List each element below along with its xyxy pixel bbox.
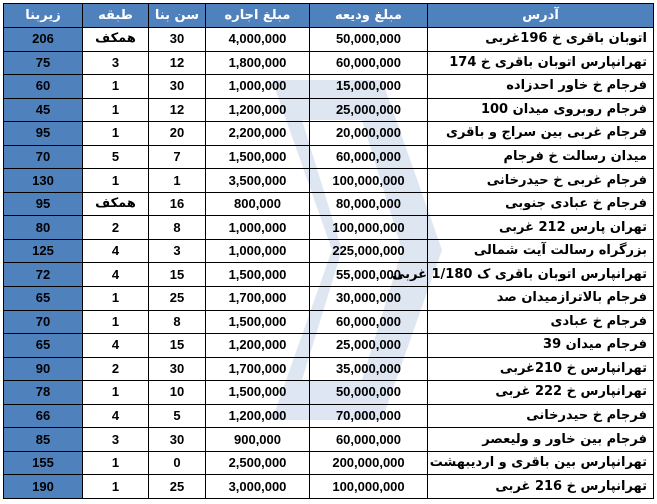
- cell-address: تهرانپارس خ 222 غربی: [428, 381, 654, 405]
- cell-address: فرجام خ خاور احدزاده: [428, 75, 654, 99]
- table-row: [4, 310, 654, 334]
- cell-area: 95: [4, 122, 83, 146]
- table-row: [4, 216, 654, 240]
- cell-building-age: 25: [149, 475, 206, 499]
- cell-area: 90: [4, 357, 83, 381]
- cell-deposit: 20,000,000: [310, 122, 428, 146]
- cell-building-age: 25: [149, 287, 206, 311]
- cell-building-age: 1: [149, 169, 206, 193]
- table-row: [4, 239, 654, 263]
- cell-floor: 2: [83, 357, 149, 381]
- table-row: [4, 51, 654, 75]
- cell-address: تهرانپارس خ 216 غربی: [428, 475, 654, 499]
- cell-rent: 1,200,000: [206, 334, 310, 358]
- cell-rent: 2,500,000: [206, 451, 310, 475]
- table-row: [4, 122, 654, 146]
- cell-area: 65: [4, 334, 83, 358]
- cell-deposit: 25,000,000: [310, 334, 428, 358]
- cell-building-age: 15: [149, 334, 206, 358]
- header-area: زیربنا: [4, 4, 83, 28]
- cell-address: فرجام میدان 39: [428, 334, 654, 358]
- cell-building-age: 3: [149, 239, 206, 263]
- cell-building-age: 10: [149, 381, 206, 405]
- cell-address: تهران پارس 212 غربی: [428, 216, 654, 240]
- cell-rent: 1,000,000: [206, 75, 310, 99]
- header-floor: طبقه: [83, 4, 149, 28]
- cell-address: فرجام روبروی میدان 100: [428, 98, 654, 122]
- table-row: [4, 263, 654, 287]
- cell-building-age: 8: [149, 310, 206, 334]
- cell-building-age: 12: [149, 98, 206, 122]
- cell-rent: 1,700,000: [206, 287, 310, 311]
- cell-floor: 1: [83, 381, 149, 405]
- cell-floor: 1: [83, 451, 149, 475]
- cell-address: تهرانپارس اتوبان باقری ک 1/180 غربی: [428, 263, 654, 287]
- cell-building-age: 30: [149, 75, 206, 99]
- cell-building-age: 7: [149, 145, 206, 169]
- table-row: [4, 451, 654, 475]
- cell-area: 155: [4, 451, 83, 475]
- cell-area: 66: [4, 404, 83, 428]
- cell-deposit: 60,000,000: [310, 310, 428, 334]
- cell-area: 190: [4, 475, 83, 499]
- cell-address: فرجام خ حیدرخانی: [428, 404, 654, 428]
- cell-floor: 3: [83, 428, 149, 452]
- cell-deposit: 60,000,000: [310, 145, 428, 169]
- cell-deposit: 35,000,000: [310, 357, 428, 381]
- cell-area: 95: [4, 192, 83, 216]
- cell-address: تهرانپارس اتوبان باقری خ 174: [428, 51, 654, 75]
- cell-rent: 1,000,000: [206, 239, 310, 263]
- cell-address: فرجام غربی خ حیدرخانی: [428, 169, 654, 193]
- cell-area: 125: [4, 239, 83, 263]
- cell-building-age: 0: [149, 451, 206, 475]
- cell-area: 85: [4, 428, 83, 452]
- cell-floor: 1: [83, 475, 149, 499]
- cell-rent: 1,800,000: [206, 51, 310, 75]
- cell-floor: 5: [83, 145, 149, 169]
- table-row: [4, 28, 654, 52]
- cell-deposit: 100,000,000: [310, 216, 428, 240]
- cell-floor: 1: [83, 75, 149, 99]
- cell-building-age: 15: [149, 263, 206, 287]
- cell-rent: 1,500,000: [206, 310, 310, 334]
- cell-rent: 1,500,000: [206, 145, 310, 169]
- cell-area: 206: [4, 28, 83, 52]
- cell-building-age: 8: [149, 216, 206, 240]
- cell-rent: 3,000,000: [206, 475, 310, 499]
- cell-floor: 1: [83, 169, 149, 193]
- cell-rent: 1,200,000: [206, 404, 310, 428]
- cell-area: 75: [4, 51, 83, 75]
- cell-floor: 1: [83, 98, 149, 122]
- cell-deposit: 15,000,000: [310, 75, 428, 99]
- cell-floor: 4: [83, 404, 149, 428]
- cell-area: 70: [4, 145, 83, 169]
- cell-address: تهرانپارس بین باقری و اردیبهشت: [428, 451, 654, 475]
- cell-deposit: 60,000,000: [310, 428, 428, 452]
- cell-address: بزرگراه رسالت آیت شمالی: [428, 239, 654, 263]
- cell-floor: همکف: [83, 28, 149, 52]
- cell-floor: 2: [83, 216, 149, 240]
- table-row: [4, 404, 654, 428]
- cell-rent: 1,500,000: [206, 263, 310, 287]
- cell-building-age: 30: [149, 28, 206, 52]
- cell-area: 72: [4, 263, 83, 287]
- table-row: [4, 334, 654, 358]
- cell-address: میدان رسالت خ فرجام: [428, 145, 654, 169]
- cell-rent: 1,000,000: [206, 216, 310, 240]
- cell-rent: 3,500,000: [206, 169, 310, 193]
- cell-deposit: 225,000,000: [310, 239, 428, 263]
- header-building-age: سن بنا: [149, 4, 206, 28]
- cell-area: 78: [4, 381, 83, 405]
- cell-building-age: 30: [149, 428, 206, 452]
- table-row: [4, 428, 654, 452]
- header-address: آدرس: [428, 4, 654, 28]
- header-row: [4, 4, 654, 28]
- cell-area: 70: [4, 310, 83, 334]
- cell-deposit: 60,000,000: [310, 51, 428, 75]
- cell-address: فرجام بالاترازمیدان صد: [428, 287, 654, 311]
- cell-deposit: 100,000,000: [310, 169, 428, 193]
- cell-deposit: 80,000,000: [310, 192, 428, 216]
- cell-deposit: 200,000,000: [310, 451, 428, 475]
- cell-floor: 4: [83, 239, 149, 263]
- cell-deposit: 100,000,000: [310, 475, 428, 499]
- cell-area: 130: [4, 169, 83, 193]
- cell-area: 60: [4, 75, 83, 99]
- cell-floor: 1: [83, 122, 149, 146]
- table-row: [4, 287, 654, 311]
- cell-floor: 4: [83, 263, 149, 287]
- cell-rent: 900,000: [206, 428, 310, 452]
- cell-rent: 2,200,000: [206, 122, 310, 146]
- cell-address: فرجام خ عبادی جنوبی: [428, 192, 654, 216]
- cell-floor: 4: [83, 334, 149, 358]
- cell-building-age: 30: [149, 357, 206, 381]
- table-row: [4, 98, 654, 122]
- cell-building-age: 20: [149, 122, 206, 146]
- header-deposit: مبلغ ودیعه: [310, 4, 428, 28]
- cell-rent: 800,000: [206, 192, 310, 216]
- cell-rent: 1,700,000: [206, 357, 310, 381]
- cell-building-age: 5: [149, 404, 206, 428]
- cell-rent: 1,500,000: [206, 381, 310, 405]
- table-row: [4, 75, 654, 99]
- cell-deposit: 25,000,000: [310, 98, 428, 122]
- table-row: [4, 169, 654, 193]
- header-rent: مبلغ اجاره: [206, 4, 310, 28]
- cell-area: 45: [4, 98, 83, 122]
- table-row: [4, 357, 654, 381]
- cell-rent: 1,200,000: [206, 98, 310, 122]
- rental-listings-table: [3, 3, 654, 499]
- cell-address: فرجام خ عبادی: [428, 310, 654, 334]
- table-row: [4, 475, 654, 499]
- cell-building-age: 12: [149, 51, 206, 75]
- cell-floor: 1: [83, 310, 149, 334]
- cell-deposit: 55,000,000: [310, 263, 428, 287]
- table-row: [4, 145, 654, 169]
- cell-floor: همکف: [83, 192, 149, 216]
- cell-address: تهرانپارس خ 210غربی: [428, 357, 654, 381]
- cell-area: 80: [4, 216, 83, 240]
- cell-deposit: 30,000,000: [310, 287, 428, 311]
- cell-floor: 1: [83, 287, 149, 311]
- cell-floor: 3: [83, 51, 149, 75]
- cell-building-age: 16: [149, 192, 206, 216]
- cell-deposit: 70,000,000: [310, 404, 428, 428]
- cell-address: فرجام غربی بین سراج و باقری: [428, 122, 654, 146]
- cell-address: فرجام بین خاور و ولیعصر: [428, 428, 654, 452]
- cell-deposit: 50,000,000: [310, 381, 428, 405]
- table-row: [4, 192, 654, 216]
- cell-area: 65: [4, 287, 83, 311]
- cell-rent: 4,000,000: [206, 28, 310, 52]
- cell-deposit: 50,000,000: [310, 28, 428, 52]
- cell-address: اتوبان باقری خ 196غربی: [428, 28, 654, 52]
- table-row: [4, 381, 654, 405]
